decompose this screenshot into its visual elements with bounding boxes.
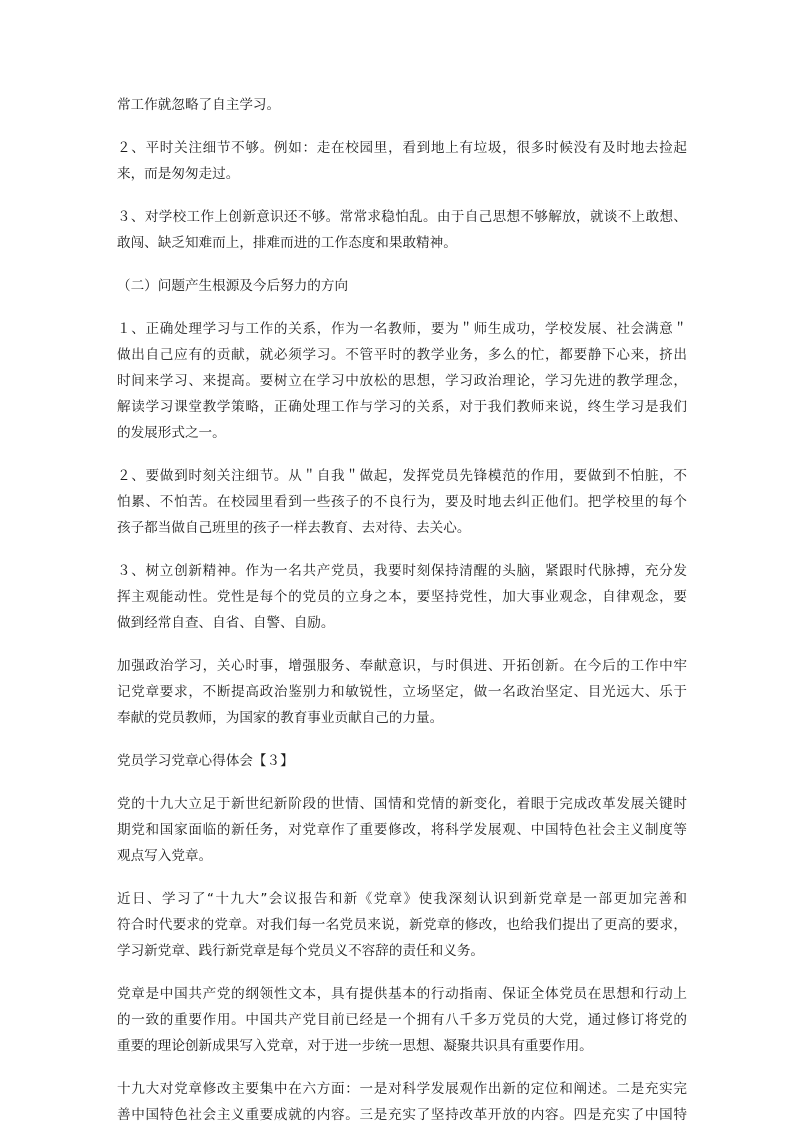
paragraph — [117, 981, 687, 1059]
text-line: 党员学习党章心得体会【３】 — [117, 753, 294, 769]
paragraph — [117, 653, 687, 731]
text-line: 解读学习课堂教学策略，正确处理工作与学习的关系，对于我们教师来说，终生学习是我们 — [117, 399, 687, 415]
text-line: ２、要做到时刻关注细节。从＂自我＂做起，发挥党员先锋模范的作用，要做到不怕脏，不 — [117, 468, 687, 484]
document-page — [117, 92, 687, 1145]
text-line: 记党章要求，不断提高政治鉴别力和敏锐性，立场坚定，做一名政治坚定、目光远大、乐于 — [117, 684, 687, 700]
paragraph — [117, 204, 687, 256]
text-line: 加强政治学习，关心时事，增强服务、奉献意识，与时俱进、开拓创新。在今后的工作中牢 — [117, 658, 687, 674]
paragraph — [117, 886, 687, 964]
text-line: 党的十九大立足于新世纪新阶段的世情、国情和党情的新变化，着眼于完成改革发展关键时 — [117, 796, 687, 812]
text-line: （二）问题产生根源及今后努力的方向 — [117, 278, 349, 294]
paragraph — [117, 135, 687, 187]
paragraph — [117, 463, 687, 541]
text-line: ２、平时关注细节不够。例如：走在校园里，看到地上有垃圾，很多时候没有及时地去捡起 — [117, 140, 687, 156]
text-line: 做到经常自查、自省、自警、自励。 — [117, 615, 335, 631]
paragraph — [117, 791, 687, 869]
text-line: 的发展形式之一。 — [117, 425, 226, 441]
text-line: 奉献的党员教师，为国家的教育事业贡献自己的力量。 — [117, 710, 444, 726]
text-line: 的一致的重要作用。中国共产党目前已经是一个拥有八千多万党员的大党，通过修订将党的 — [117, 1012, 687, 1028]
text-line: 近日、学习了“十九大”会议报告和新《党章》使我深刻认识到新党章是一部更加完善和 — [117, 891, 687, 907]
text-line: 符合时代要求的党章。对我们每一名党员来说，新党章的修改，也给我们提出了更高的要求， — [117, 917, 687, 933]
text-line: １、正确处理学习与工作的关系，作为一名教师，要为＂师生成功，学校发展、社会满意＂ — [117, 321, 687, 337]
paragraph — [117, 558, 687, 636]
text-line: 怕累、不怕苦。在校园里看到一些孩子的不良行为，要及时地去纠正他们。把学校里的每个 — [117, 494, 687, 510]
text-line: 观点写入党章。 — [117, 848, 213, 864]
text-line: 学习新党章、践行新党章是每个党员义不容辞的责任和义务。 — [117, 943, 485, 959]
text-line: 常工作就忽略了自主学习。 — [117, 97, 281, 113]
text-line: ３、树立创新精神。作为一名共产党员，我要时刻保持清醒的头脑，紧跟时代脉搏，充分发 — [117, 563, 687, 579]
paragraph — [117, 92, 687, 118]
text-line: 敢闯、缺乏知难而上，排难而进的工作态度和果敢精神。 — [117, 235, 457, 251]
text-line: 重要的理论创新成果写入党章，对于进一步统一思想、凝聚共识具有重要作用。 — [117, 1038, 593, 1054]
text-line: 期党和国家面临的新任务，对党章作了重要修改，将科学发展观、中国特色社会主义制度等 — [117, 822, 687, 838]
text-line: 善中国特色社会主义重要成就的内容。三是充实了坚持改革开放的内容。四是充实了中国特 — [117, 1107, 687, 1123]
paragraph — [117, 1076, 687, 1128]
text-line: 来，而是匆匆走过。 — [117, 166, 240, 182]
text-line: 时间来学习、来提高。要树立在学习中放松的思想，学习政治理论，学习先进的教学理念， — [117, 373, 687, 389]
text-line: 孩子都当做自己班里的孩子一样去教育、去对待、去关心。 — [117, 520, 471, 536]
text-line: ３、对学校工作上创新意识还不够。常常求稳怕乱。由于自己思想不够解放，就谈不上敢想、 — [117, 209, 687, 225]
text-line: 挥主观能动性。党性是每个的党员的立身之本，要坚持党性，加大事业观念，自律观念，要 — [117, 589, 687, 605]
paragraph — [117, 748, 687, 774]
text-line: 十九大对党章修改主要集中在六方面：一是对科学发展观作出新的定位和阐述。二是充实完 — [117, 1081, 687, 1097]
text-line: 做出自己应有的贡献，就必须学习。不管平时的教学业务，多么的忙，都要静下心来，挤出 — [117, 347, 687, 363]
text-line: 党章是中国共产党的纲领性文本，具有提供基本的行动指南、保证全体党员在思想和行动上 — [117, 986, 687, 1002]
paragraph — [117, 316, 687, 446]
paragraph — [117, 273, 687, 299]
